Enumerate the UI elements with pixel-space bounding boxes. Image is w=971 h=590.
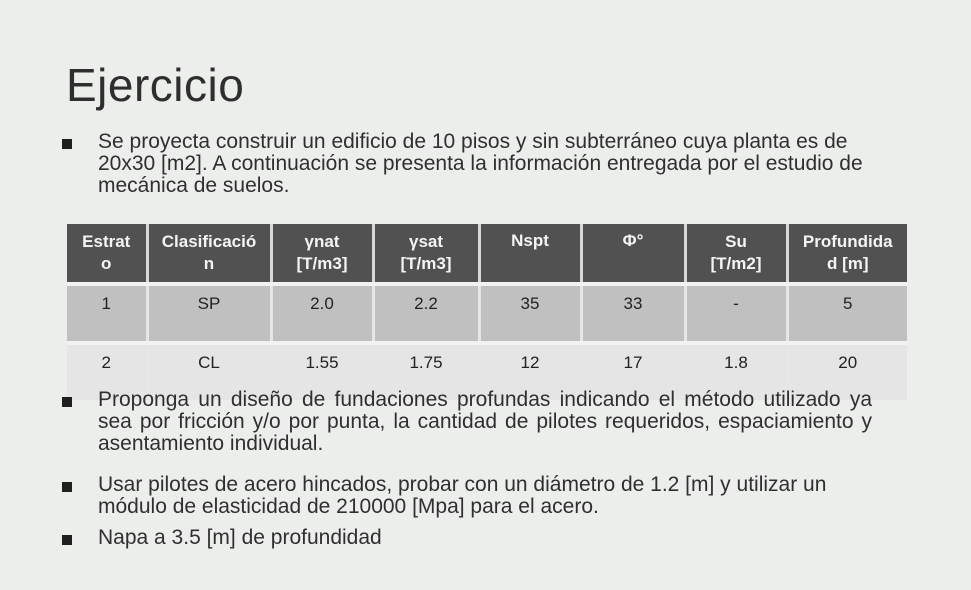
bullet-text: Napa a 3.5 [m] de profundidad	[98, 526, 382, 549]
cell-nspt: 35	[479, 286, 581, 341]
square-bullet-icon	[62, 139, 72, 149]
table-row	[67, 286, 907, 341]
bullet-item	[62, 474, 872, 518]
table-header-row	[67, 224, 907, 282]
square-bullet-icon	[62, 535, 72, 545]
bullet-item	[62, 131, 872, 197]
header-nspt: Nspt	[479, 224, 581, 282]
cell-clasificacion: SP	[147, 286, 271, 341]
bullet-text: Usar pilotes de acero hincados, probar con un diámetro de 1.2 [m] y utilizar un módulo de elasticidad de 210000 [Mpa] para el acero.	[98, 473, 827, 518]
cell-phi: 33	[581, 286, 685, 341]
header-su: Su [T/m2]	[685, 224, 787, 282]
cell-profundidad: 5	[787, 286, 907, 341]
cell-gamma-sat: 2.2	[373, 286, 479, 341]
header-estrato: Estrat o	[67, 224, 147, 282]
slide-title: Ejercicio	[66, 59, 245, 111]
header-clasificacion: Clasificació n	[147, 224, 271, 282]
cell-nspt: 12	[479, 345, 581, 400]
bullet-item	[62, 389, 872, 455]
header-gamma-sat: γsat [T/m3]	[373, 224, 479, 282]
cell-gamma-nat: 2.0	[271, 286, 373, 341]
cell-profundidad: 20	[787, 345, 907, 400]
bullet-text: Proponga un diseño de fundaciones profundas indicando el método utilizado ya sea por fricción y/o por punta, la cantidad de pilotes requeridos, espaciamiento y asentamiento individual.	[98, 388, 872, 455]
header-gamma-nat: γnat [T/m3]	[271, 224, 373, 282]
bullet-item	[62, 527, 872, 549]
square-bullet-icon	[62, 397, 72, 407]
cell-su: -	[685, 286, 787, 341]
soil-properties-table	[67, 224, 907, 400]
cell-phi: 17	[581, 345, 685, 400]
cell-clasificacion: CL	[147, 345, 271, 400]
bullet-text: Se proyecta construir un edificio de 10 pisos y sin subterráneo cuya planta es de 20x30 [m2]. A continuación se presenta la información entregada por el estudio de mecánica de suelos.	[98, 130, 863, 197]
square-bullet-icon	[62, 482, 72, 492]
cell-gamma-nat: 1.55	[271, 345, 373, 400]
header-profundidad: Profundida d [m]	[787, 224, 907, 282]
cell-estrato: 1	[67, 286, 147, 341]
cell-su: 1.8	[685, 345, 787, 400]
cell-gamma-sat: 1.75	[373, 345, 479, 400]
header-phi: Φ°	[581, 224, 685, 282]
cell-estrato: 2	[67, 345, 147, 400]
